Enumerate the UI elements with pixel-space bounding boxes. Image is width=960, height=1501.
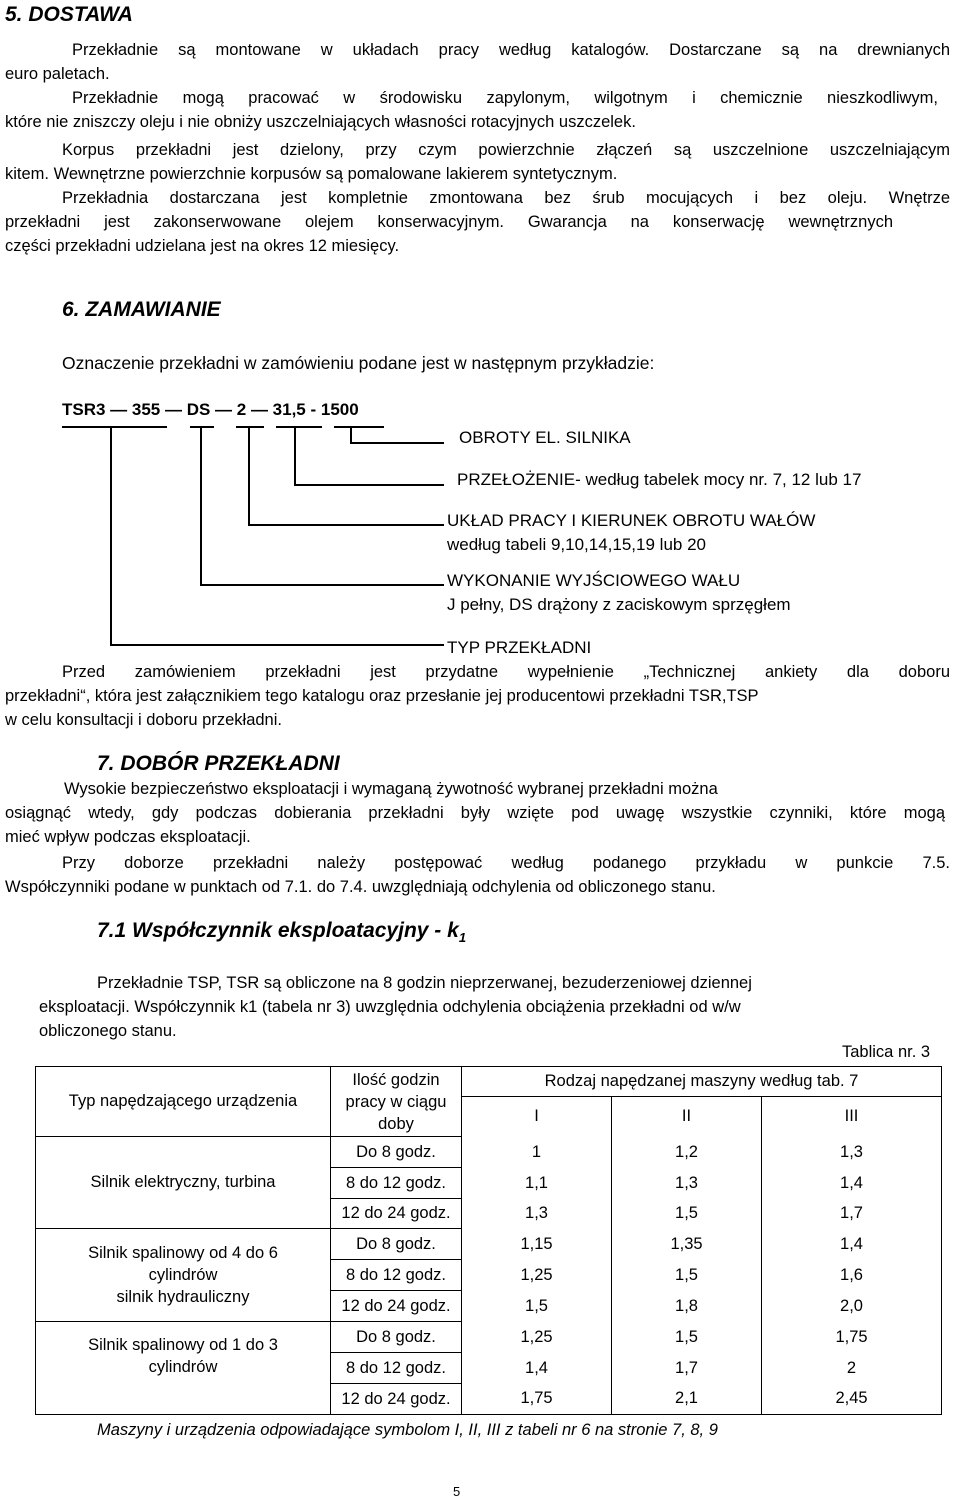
header-col-III: III — [762, 1097, 942, 1137]
s7-p2a: Przy doborze przekładni należy postępować według podanego przykładu w punkcie 7.5. — [62, 854, 950, 872]
label-layout-1: UKŁAD PRACY I KIERUNEK OBROTU WAŁÓW — [447, 511, 816, 530]
table-cell: 12 do 24 godz. — [331, 1291, 462, 1322]
table-cell: Do 8 godz. — [331, 1229, 462, 1260]
table-cell: 1,4 — [762, 1229, 942, 1260]
s5-p4b: przekładni jest zakonserwowane olejem konserwacyjnym. Gwarancja na konserwację wewnętrznych — [5, 213, 893, 231]
s7-p1a: Wysokie bezpieczeństwo eksploatacji i wymaganą żywotność wybranej przekładni można — [64, 780, 718, 798]
s6-p1a: Przed zamówieniem przekładni jest przydatne wypełnienie „Technicznej ankiety dla doboru — [62, 663, 950, 681]
table-cell: 2,45 — [762, 1384, 942, 1415]
s5-p2b: które nie zniszczy oleju i nie obniży uszczelniających własności rotacyjnych uszczelek. — [5, 113, 636, 131]
s71-p1c: obliczonego stanu. — [39, 1022, 177, 1040]
header-drive: Typ napędzającego urządzenia — [36, 1067, 331, 1137]
table-cell: 1,25 — [462, 1260, 612, 1291]
table-cell: 1,15 — [462, 1229, 612, 1260]
table-cell: Do 8 godz. — [331, 1322, 462, 1353]
table-cell: 1,4 — [462, 1353, 612, 1384]
header-hours: Ilość godzin pracy w ciągu doby — [331, 1067, 462, 1137]
table-cell: 1,7 — [762, 1199, 942, 1229]
label-gear-type: TYP PRZEKŁADNI — [447, 638, 592, 657]
table-cell: 2,0 — [762, 1291, 942, 1322]
section-5-heading: 5. DOSTAWA — [5, 3, 133, 26]
s5-p1a: Przekładnie są montowane w układach pracy według katalogów. Dostarczane są na drewnianych — [72, 41, 950, 59]
s7-p2b: Współczynniki podane w punktach od 7.1. do 7.4. uwzględniają odchylenia od obliczonego stanu. — [5, 878, 716, 896]
service-factor-table — [35, 1066, 942, 1415]
table-cell: 12 do 24 godz. — [331, 1199, 462, 1229]
drive-diesel-4-6: Silnik spalinowy od 4 do 6 cylindrów silnik hydrauliczny — [36, 1229, 331, 1322]
s7-p1c: mieć wpływ podczas eksploatacji. — [5, 828, 251, 846]
table-cell: 1,3 — [762, 1137, 942, 1168]
table-cell: 1,3 — [612, 1168, 762, 1199]
table-caption: Tablica nr. 3 — [842, 1043, 931, 1061]
table-cell: 1,75 — [762, 1322, 942, 1353]
table-cell: 1,35 — [612, 1229, 762, 1260]
s5-p1b: euro paletach. — [5, 65, 110, 83]
table-footnote: Maszyny i urządzenia odpowiadające symbolom I, II, III z tabeli nr 6 na stronie 7, 8, 9 — [97, 1421, 718, 1439]
s5-p4c: części przekładni udzielana jest na okres 12 miesięcy. — [5, 237, 400, 255]
table-cell: 8 do 12 godz. — [331, 1168, 462, 1199]
header-col-I: I — [462, 1097, 612, 1137]
header-machine-group: Rodzaj napędzanej maszyny według tab. 7 — [462, 1067, 942, 1097]
table-cell: 1 — [462, 1137, 612, 1168]
table-cell: 1,5 — [612, 1199, 762, 1229]
table-cell: 12 do 24 godz. — [331, 1384, 462, 1415]
order-code: TSR3 — 355 — DS — 2 — 31,5 - 1500 — [62, 400, 359, 419]
table-cell: 1,8 — [612, 1291, 762, 1322]
s6-intro: Oznaczenie przekładni w zamówieniu podane jest w następnym przykładzie: — [62, 353, 655, 373]
page-number: 5 — [453, 1484, 461, 1499]
table-cell: 1,2 — [612, 1137, 762, 1168]
table-cell: 1,5 — [612, 1260, 762, 1291]
table-cell: 1,6 — [762, 1260, 942, 1291]
table-cell: 1,5 — [462, 1291, 612, 1322]
drive-electric: Silnik elektryczny, turbina — [36, 1137, 331, 1229]
label-layout-2: według tabeli 9,10,14,15,19 lub 20 — [447, 535, 706, 554]
s5-p3b: kitem. Wewnętrzne powierzchnie korpusów są pomalowane lakierem syntetycznym. — [5, 165, 618, 183]
s71-p1a: Przekładnie TSP, TSR są obliczone na 8 godzin nieprzerwanej, bezuderzeniowej dziennej — [97, 974, 752, 992]
table-cell: 1,4 — [762, 1168, 942, 1199]
s5-p3a: Korpus przekładni jest dzielony, przy czym powierzchnie złączeń są uszczelnione uszczelniającym — [62, 141, 950, 159]
table-cell: 1,75 — [462, 1384, 612, 1415]
s5-p4a: Przekładnia dostarczana jest kompletnie zmontowana bez śrub mocujących i bez oleju. Wnętrze — [62, 189, 950, 207]
header-col-II: II — [612, 1097, 762, 1137]
table-cell: 1,25 — [462, 1322, 612, 1353]
s6-p1b: przekładni“, która jest załącznikiem tego katalogu oraz przesłanie jej producentowi przekładni TSR,TSP — [5, 687, 759, 705]
table-cell: 1,1 — [462, 1168, 612, 1199]
label-motor-rpm: OBROTY EL. SILNIKA — [459, 428, 631, 447]
drive-diesel-1-3: Silnik spalinowy od 1 do 3 cylindrów — [36, 1322, 331, 1415]
table-cell: 2,1 — [612, 1384, 762, 1415]
table-cell: 2 — [762, 1353, 942, 1384]
table-cell: 1,3 — [462, 1199, 612, 1229]
table-cell: Do 8 godz. — [331, 1137, 462, 1168]
table-cell: 8 do 12 godz. — [331, 1353, 462, 1384]
label-shaft-1: WYKONANIE WYJŚCIOWEGO WAŁU — [447, 571, 741, 590]
s6-p1c: w celu konsultacji i doboru przekładni. — [5, 711, 282, 729]
s7-p1b: osiągnąć wtedy, gdy podczas dobierania przekładni były wzięte pod uwagę wszystkie czynniki, które mogą — [5, 804, 945, 822]
table-cell: 1,5 — [612, 1322, 762, 1353]
table-cell: 1,7 — [612, 1353, 762, 1384]
label-shaft-2: J pełny, DS drążony z zaciskowym sprzęgłem — [447, 595, 791, 614]
label-ratio: PRZEŁOŻENIE- według tabelek mocy nr. 7, 12 lub 17 — [457, 470, 862, 489]
section-7-heading: 7. DOBÓR PRZEKŁADNI — [97, 752, 340, 775]
section-6-heading: 6. ZAMAWIANIE — [62, 298, 221, 321]
section-7-1-heading: 7.1 Współczynnik eksploatacyjny - $k_1$ — [97, 919, 467, 946]
s71-p1b: eksploatacji. Współczynnik k1 (tabela nr 3) uwzględnia odchylenia obciążenia przekładni od w/w — [39, 998, 741, 1016]
table-cell: 8 do 12 godz. — [331, 1260, 462, 1291]
s5-p2a: Przekładnie mogą pracować w środowisku zapylonym, wilgotnym i chemicznie nieszkodliwym, — [72, 89, 938, 107]
